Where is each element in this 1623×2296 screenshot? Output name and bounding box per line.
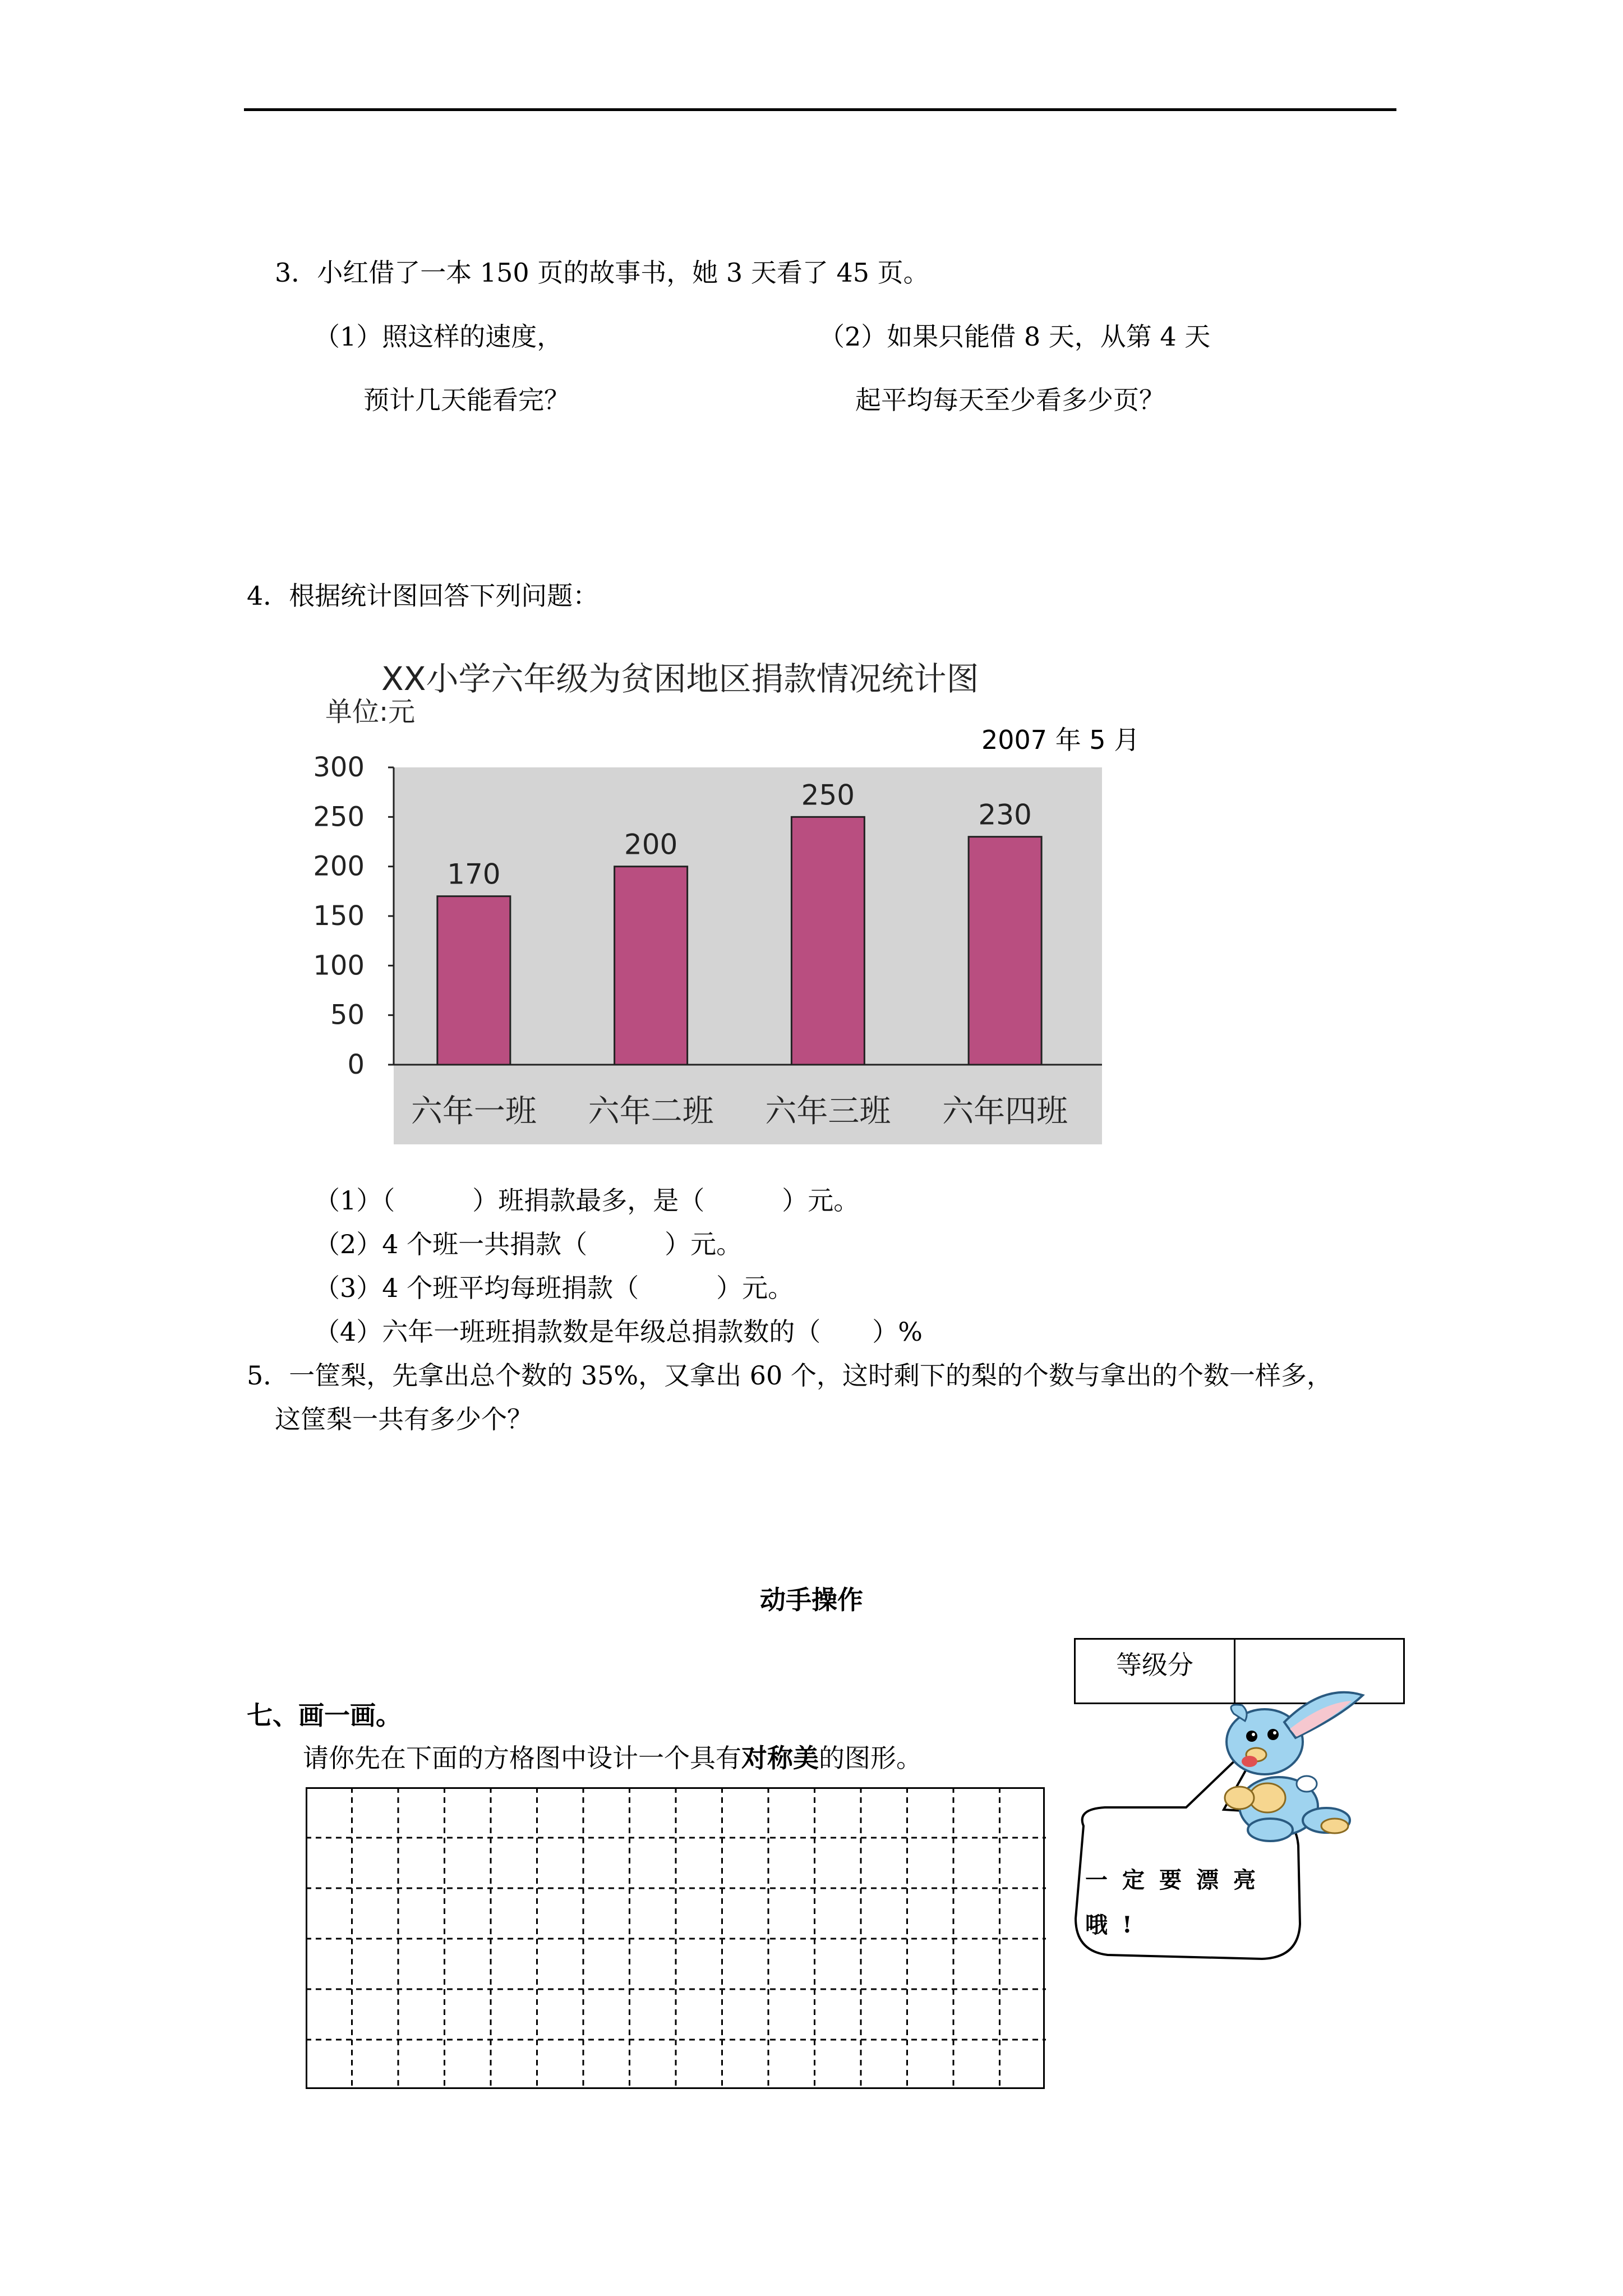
chart-unit-label: 单位:元 xyxy=(325,696,416,728)
y-tick-label: 150 xyxy=(313,900,365,932)
x-category-label: 六年一班 xyxy=(411,1093,537,1130)
q5-line2: 这筐梨一共有多少个？ xyxy=(275,1404,533,1434)
q7-instruction-post: 的图形。 xyxy=(819,1743,922,1773)
y-tick-label: 250 xyxy=(313,801,365,833)
q7-title: 七、画一画。 xyxy=(247,1700,402,1731)
bar-value-label: 230 xyxy=(978,798,1032,831)
section-title: 动手操作 xyxy=(760,1585,863,1615)
q7-instruction-bold: 对称美 xyxy=(741,1743,819,1773)
q5-line1: 5．一筐梨，先拿出总个数的 35%，又拿出 60 个，这时剩下的梨的个数与拿出的个数一样多， xyxy=(247,1360,1332,1391)
q4-stem: 4．根据统计图回答下列问题： xyxy=(247,581,599,611)
q4-sub3: （3）4 个班平均每班捐款（ ）元。 xyxy=(314,1273,794,1303)
x-category-label: 六年三班 xyxy=(765,1093,891,1130)
bar-1 xyxy=(437,896,510,1065)
q4-sub4: （4）六年一班班捐款数是年级总捐款数的（ ）% xyxy=(314,1317,923,1347)
y-tick-label: 100 xyxy=(313,950,365,982)
q3-stem: 3．小红借了一本 150 页的故事书，她 3 天看了 45 页。 xyxy=(275,257,929,288)
q3-part2-line2: 起平均每天至少看多少页？ xyxy=(855,385,1165,415)
bubble-text-line2: 哦! xyxy=(1085,1912,1147,1938)
x-category-label: 六年二班 xyxy=(588,1093,714,1130)
bar-4 xyxy=(969,837,1041,1065)
bar-value-label: 250 xyxy=(801,779,855,812)
rabbit-illustration xyxy=(1043,1683,1402,1975)
q3-part2-line1: （2）如果只能借 8 天，从第 4 天 xyxy=(819,321,1211,352)
drawing-grid[interactable] xyxy=(306,1787,1046,2090)
q4-sub1: （1）（ ）班捐款最多，是（ ）元。 xyxy=(314,1185,860,1216)
bar-2 xyxy=(615,867,688,1065)
chart-title: XX小学六年级为贫困地区捐款情况统计图 xyxy=(381,660,979,698)
header-rule xyxy=(244,108,1396,111)
rabbit-icon xyxy=(1225,1692,1363,1841)
donation-bar-chart xyxy=(292,651,1144,1144)
q7-instruction-pre: 请你先在下面的方格图中设计一个具有 xyxy=(303,1743,741,1773)
q4-sub2: （2）4 个班一共捐款（ ）元。 xyxy=(314,1229,743,1259)
grade-label: 等级分 xyxy=(1076,1640,1235,1703)
y-tick-label: 200 xyxy=(313,850,365,882)
bar-value-label: 200 xyxy=(624,828,678,861)
y-tick-label: 50 xyxy=(330,999,365,1031)
y-tick-label: 300 xyxy=(313,752,365,783)
y-tick-label: 0 xyxy=(347,1049,365,1080)
bar-value-label: 170 xyxy=(447,858,501,891)
q3-part1-line1: （1）照这样的速度， xyxy=(314,321,563,352)
q7-instruction xyxy=(303,1743,922,1773)
chart-date: 2007 年 5 月 xyxy=(981,725,1140,755)
bubble-text-line1: 一定要漂亮 xyxy=(1085,1867,1270,1893)
bar-3 xyxy=(791,817,864,1065)
q3-part1-line2: 预计几天能看完？ xyxy=(363,385,570,415)
x-category-label: 六年四班 xyxy=(942,1093,1068,1130)
